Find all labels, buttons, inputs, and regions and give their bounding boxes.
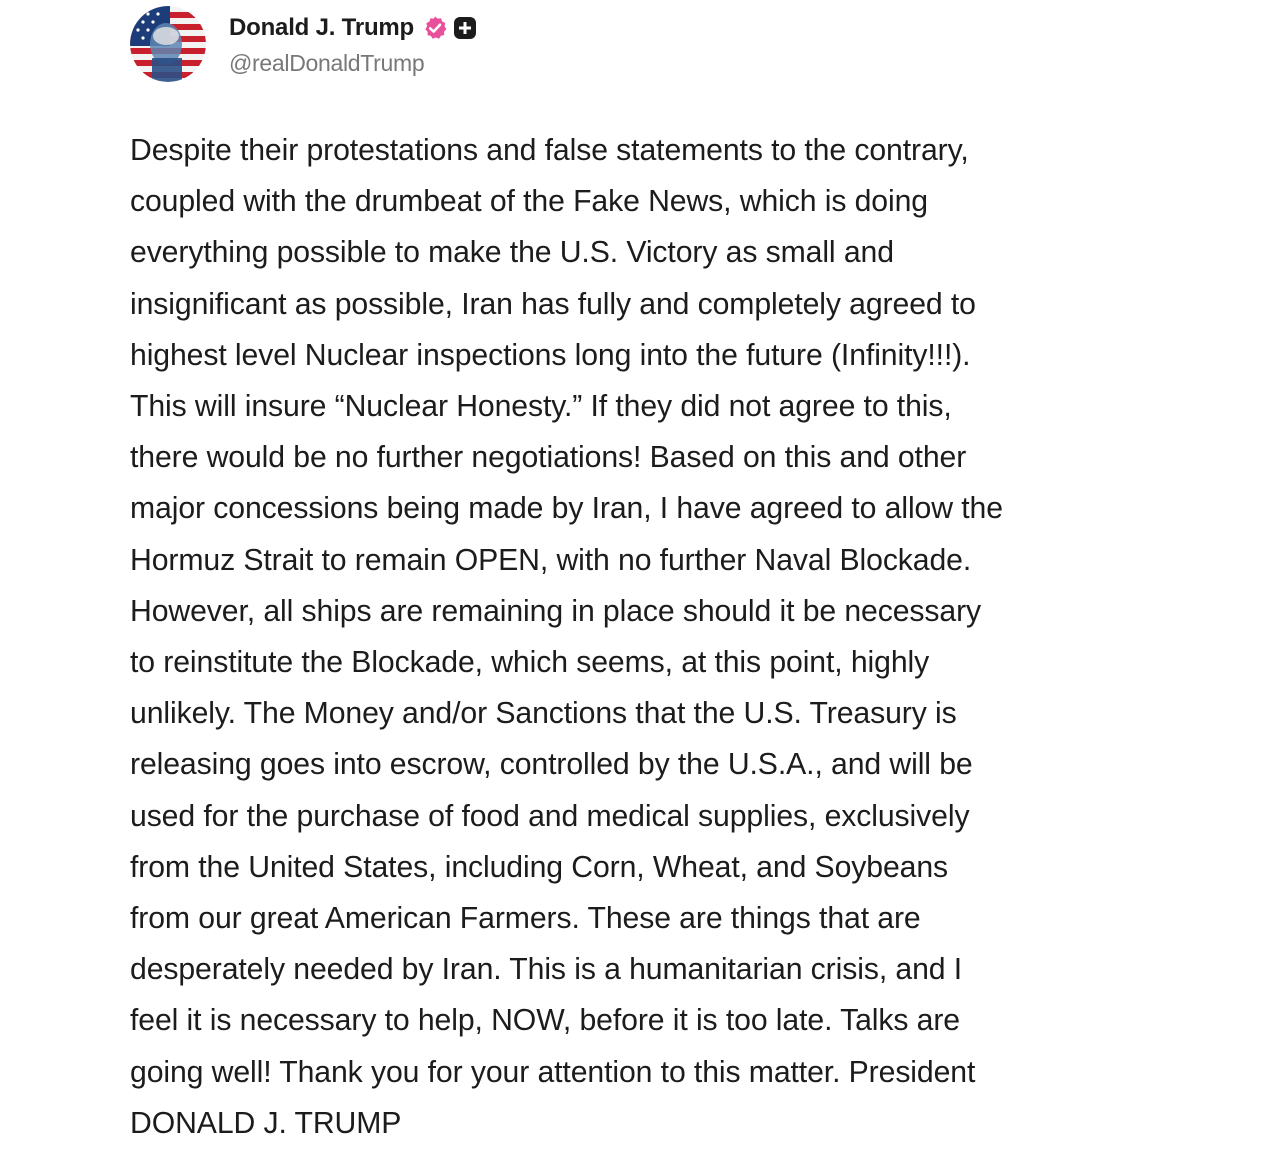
flag-portrait-avatar-icon xyxy=(130,6,206,82)
plus-badge-icon xyxy=(453,16,477,40)
post-header xyxy=(130,4,477,84)
author-handle[interactable]: @realDonaldTrump xyxy=(229,50,425,76)
display-name[interactable]: Donald J. Trump xyxy=(229,14,415,41)
verified-badge-icon xyxy=(422,15,448,41)
avatar[interactable] xyxy=(130,6,206,82)
name-row xyxy=(229,11,477,45)
author-identity xyxy=(229,11,477,77)
post-body-text: Despite their protestations and false statements to the contrary, coupled with the drumbeat of the Fake News, which is doing everything possible to make the U.S. Victory as small and insignificant as possible, Iran has fully and completely agreed to highest level Nuclear inspections long into the future (Infinity!!!). This will insure “Nuclear Honesty.” If they did not agree to this, there would be no further negotiations! Based on this and other major concessions being made by Iran, I have agreed to allow the Hormuz Strait to remain OPEN, with no further Naval Blockade. However, all ships are remaining in place should it be necessary to reinstitute the Blockade, which seems, at this point, highly unlikely. The Money and/or Sanctions that the U.S. Treasury is releasing goes into escrow, controlled by the U.S.A., and will be used for the purchase of food and medical supplies, exclusively from the United States, including Corn, Wheat, and Soybeans from our great American Farmers. These are things that are desperately needed by Iran. This is a humanitarian crisis, and I feel it is necessary to help, NOW, before it is too late. Talks are going well! Thank you for your attention to this matter. President DONALD J. TRUMP xyxy=(130,134,1003,1140)
